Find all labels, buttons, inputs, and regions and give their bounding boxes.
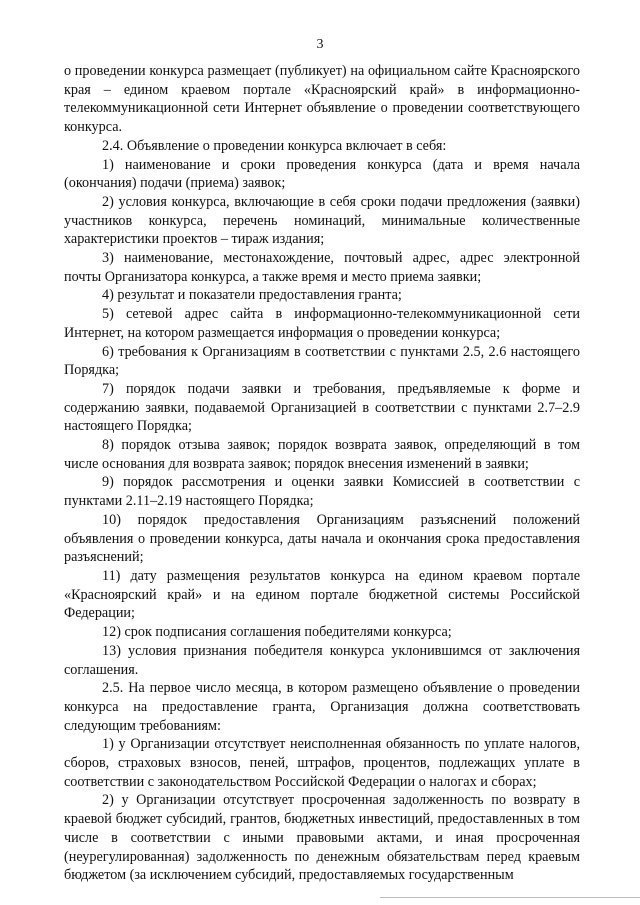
list-item-13: 13) условия признания победителя конкурса уклонившимся от заключения соглашения. [64, 642, 580, 678]
list-item-3: 3) наименование, местонахождение, почтовый адрес, адрес электронной почты Организатора конкурса, а также время и место приема заявки; [64, 250, 580, 285]
list-item-11: 11) дату размещения результатов конкурса на едином краевом портале «Красноярский край» и на едином портале бюджетной системы Российской Федерации; [64, 567, 580, 622]
paragraph-2-4-heading: 2.4. Объявление о проведении конкурса включает в себя: [102, 137, 447, 154]
list-item-4: 4) результат и показатели предоставления гранта; [102, 287, 402, 304]
list-item-1: 1) наименование и сроки проведения конкурса (дата и время начала (окончания) подачи (приема) заявок; [64, 156, 580, 192]
page-number: 3 [316, 37, 324, 52]
list-item-10: 10) порядок предоставления Организациям разъяснений положений объявления о проведении конкурса, даты начала и окончания срока предоставления разъяснений; [64, 511, 580, 566]
paragraph-continuation: о проведении конкурса размещает (публикует) на официальном сайте Красноярского края – едином краевом портале «Красноярский край» в информационно-телекоммуникационной сети Интернет объявление о проведении соответствующего конкурса. [64, 63, 580, 136]
list-item-12: 12) срок подписания соглашения победителями конкурса; [102, 624, 452, 641]
list-item-6: 6) требования к Организациям в соответствии с пунктами 2.5, 2.6 настоящего Порядка; [64, 343, 580, 379]
list-item-9: 9) порядок рассмотрения и оценки заявки Комиссией в соответствии с пунктами 2.11–2.19 настоящего Порядка; [64, 474, 580, 510]
requirement-item-2: 2) у Организации отсутствует просроченная задолженность по возврату в краевой бюджет субсидий, грантов, бюджетных инвестиций, предоставленных в том числе в соответствии с иными правовыми актами, и иная просроченная (неурегулированная) задолженность по денежным обязательствам перед краевым бюджетом (за исключением субсидий, предоставляемых государственным [64, 792, 580, 884]
document-body [64, 62, 580, 885]
requirement-item-1: 1) у Организации отсутствует неисполненная обязанность по уплате налогов, сборов, страховых взносов, пеней, штрафов, процентов, подлежащих уплате в соответствии с законодательством Российской Федерации о налогах и сборах; [64, 736, 580, 790]
paragraph-2-5-heading: 2.5. На первое число месяца, в котором размещено объявление о проведении конкурса на предоставление гранта, Организация должна соответствовать следующим требованиям: [64, 680, 580, 734]
list-item-8: 8) порядок отзыва заявок; порядок возврата заявок, определяющий в том числе основания для возврата заявок; порядок внесения изменений в заявки; [64, 437, 580, 472]
list-item-2: 2) условия конкурса, включающие в себя сроки подачи предложения (заявки) участников конкурса, перечень номинаций, минимальные количественные характеристики проектов – тираж издания; [64, 193, 580, 248]
list-item-5: 5) сетевой адрес сайта в информационно-телекоммуникационной сети Интернет, на котором размещается информация о проведении конкурса; [64, 306, 580, 341]
list-item-7: 7) порядок подачи заявки и требования, предъявляемые к форме и содержанию заявки, подаваемой Организацией в соответствии с пунктами 2.7–2.9 настоящего Порядка; [64, 380, 580, 435]
scan-edge-line [380, 897, 640, 898]
